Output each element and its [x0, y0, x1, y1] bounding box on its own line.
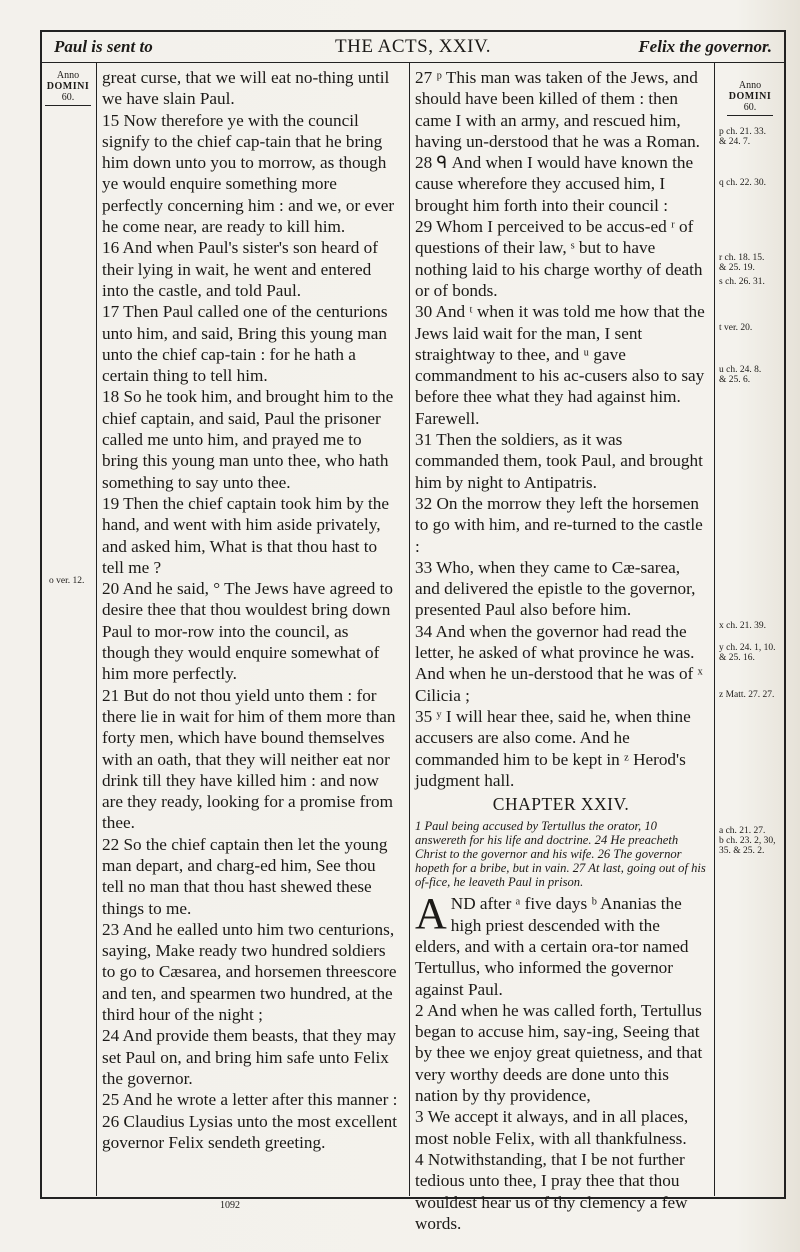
verse: 18 So he took him, and brought him to the chief captain, and said, Paul the prisoner called me unto him, and prayed me to bring this young man unto thee, who hath something to say unto thee. [102, 387, 394, 492]
cross-reference-z: z Matt. 27. 27. [719, 690, 775, 700]
verse: 33 Who, when they came to Cæ-sarea, and delivered the epistle to the governor, presented Paul also before him. [415, 557, 696, 620]
right-margin-rule [714, 63, 715, 1196]
cross-reference-s: s ch. 26. 31. [719, 277, 765, 287]
cross-reference-u: u ch. 24. 8. & 25. 6. [719, 365, 762, 385]
cross-reference-t: t ver. 20. [719, 323, 753, 333]
header-book-title: THE ACTS, XXIV. [335, 36, 491, 57]
text-column-right [415, 67, 707, 1234]
page-number: 1092 [220, 1200, 240, 1211]
verse: 2 And when he was called forth, Tertullus began to accuse him, say-ing, Seeing that by thee we enjoy great quietness, and that very worthy deeds are done unto this nation by thy providence, [415, 1000, 703, 1106]
verse: 3 We accept it always, and in all places, most noble Felix, with all thankfulness. [415, 1107, 689, 1148]
cross-reference-x: x ch. 21. 39. [719, 621, 766, 631]
verse: 26 Claudius Lysias unto the most excellent governor Felix sendeth greeting. [102, 1111, 398, 1152]
verse: 22 So the chief captain then let the young man depart, and charg-ed him, See thou tell no man that thou hast shewed these things to me. [102, 834, 388, 918]
verse: 20 And he said, ° The Jews have agreed to desire thee that thou wouldest bring down Paul to mor-row into the council, as though they would enquire somewhat of him more perfectly. [102, 579, 394, 684]
year-label: 60. [727, 102, 773, 116]
cross-reference-p: p ch. 21. 33. & 24. 7. [719, 127, 766, 147]
verse: 19 Then the chief captain took him by the hand, and went with him aside privately, and asked him, What is that thou hast to tell me ? [102, 493, 390, 577]
verse: 28 ᑫ And when I would have known the cause wherefore they accused him, I brought him forth into their council : [415, 153, 694, 215]
cross-reference-r: r ch. 18. 15. & 25. 19. [719, 253, 765, 273]
anno-label: Anno [738, 80, 762, 91]
verse: 31 Then the soldiers, as it was commanded them, took Paul, and brought him by night to Antipatris. [415, 430, 703, 492]
verse: 25 And he wrote a letter after this manner : [102, 1090, 398, 1110]
verse: 15 Now therefore ye with the council signify to the chief cap-tain that he bring him down unto you to morrow, as though ye would enquire something more perfectly concerning him : and we, or ever he come near, are ready to kill him. [102, 110, 395, 237]
header-left-title: Paul is sent to [54, 37, 153, 56]
cross-reference-y: y ch. 24. 1, 10. & 25. 16. [719, 643, 776, 663]
chapter-heading: CHAPTER XXIV. [492, 794, 630, 815]
verse: 29 Whom I perceived to be accus-ed ʳ of questions of their law, ˢ but to have nothing laid to his charge worthy of death or of bonds. [415, 217, 703, 300]
header-right-title: Felix the governor. [638, 37, 772, 56]
domini-label: DOMINI [728, 91, 772, 102]
verse: 32 On the morrow they left the horsemen to go with him, and re-turned to the castle : [415, 493, 703, 556]
cross-reference-q: q ch. 22. 30. [719, 178, 766, 188]
cross-reference-a-b: a ch. 21. 27. b ch. 23. 2, 30, 35. & 25. 2. [719, 826, 776, 856]
verse: great curse, that we will eat no-thing until we have slain Paul. [102, 68, 390, 109]
anno-label: Anno [56, 70, 80, 81]
chapter-summary: 1 Paul being accused by Tertullus the orator, 10 answereth for his life and doctrine. 24 He preacheth Christ to the governor and his wife. 26 The governor hopeth for a bribe, but in vain. 27 At last, going out of his of-fice, he leaveth Paul in prison. [415, 819, 706, 890]
verse: 27 ᵖ This man was taken of the Jews, and should have been killed of them : then came I with an army, and rescued him, having un-derstood that he was a Roman. [415, 68, 700, 151]
verse: 21 But do not thou yield unto them : for there lie in wait for him of them more than forty men, which have bound themselves with an oath, that they will neither eat nor drink till they have killed him : and now are they ready, looking for a promise from thee. [102, 685, 396, 833]
verse: 24 And provide them beasts, that they may set Paul on, and bring him safe unto Felix the governor. [102, 1026, 397, 1088]
text-column-left [102, 67, 400, 1153]
verse: 4 Notwithstanding, that I be not further tedious unto thee, I pray thee that thou wouldest hear us of thy clemency a few words. [415, 1149, 688, 1233]
verse: 17 Then Paul called one of the centurions unto him, and said, Bring this young man unto the chief cap-tain : for he hath a certain thing to tell him. [102, 302, 388, 386]
page-footer [0, 1200, 800, 1211]
verse: 23 And he ealled unto him two centurions, saying, Make ready two hundred soldiers to go to Cæsarea, and horsemen threescore and ten, and spearmen two hundred, at the third hour of the night ; [102, 919, 397, 1025]
column-divider [409, 63, 410, 1196]
left-cross-reference: o ver. 12. [49, 576, 85, 586]
year-label: 60. [45, 92, 91, 106]
domini-label: DOMINI [46, 81, 90, 92]
verse: 16 And when Paul's sister's son heard of their lying in wait, he went and entered into the castle, and told Paul. [102, 238, 378, 300]
verse: 35 ʸ I will hear thee, said he, when thine accusers are also come. And he commanded him to be kept in ᶻ Herod's judgment hall. [415, 706, 691, 790]
running-header [40, 30, 786, 64]
verse: 30 And ᵗ when it was told me how that the Jews laid wait for the man, I sent straightway to thee, and ᵘ gave commandment to his ac-cusers also to say before thee what they had against him. Farewell. [415, 302, 705, 428]
left-margin-rule [96, 63, 97, 1196]
left-anno-domini [45, 70, 91, 106]
drop-cap: A [415, 889, 447, 939]
verse-text: ND after ᵃ five days ᵇ Ananias the high priest descended with the elders, and with a certain ora-tor named Tertullus, who informed the governor against Paul. [415, 894, 689, 999]
verse [415, 889, 707, 999]
verse: 34 And when the governor had read the letter, he asked of what province he was. And when he un-derstood that he was of ˣ Cilicia ; [415, 621, 703, 705]
right-anno-domini [727, 80, 773, 116]
